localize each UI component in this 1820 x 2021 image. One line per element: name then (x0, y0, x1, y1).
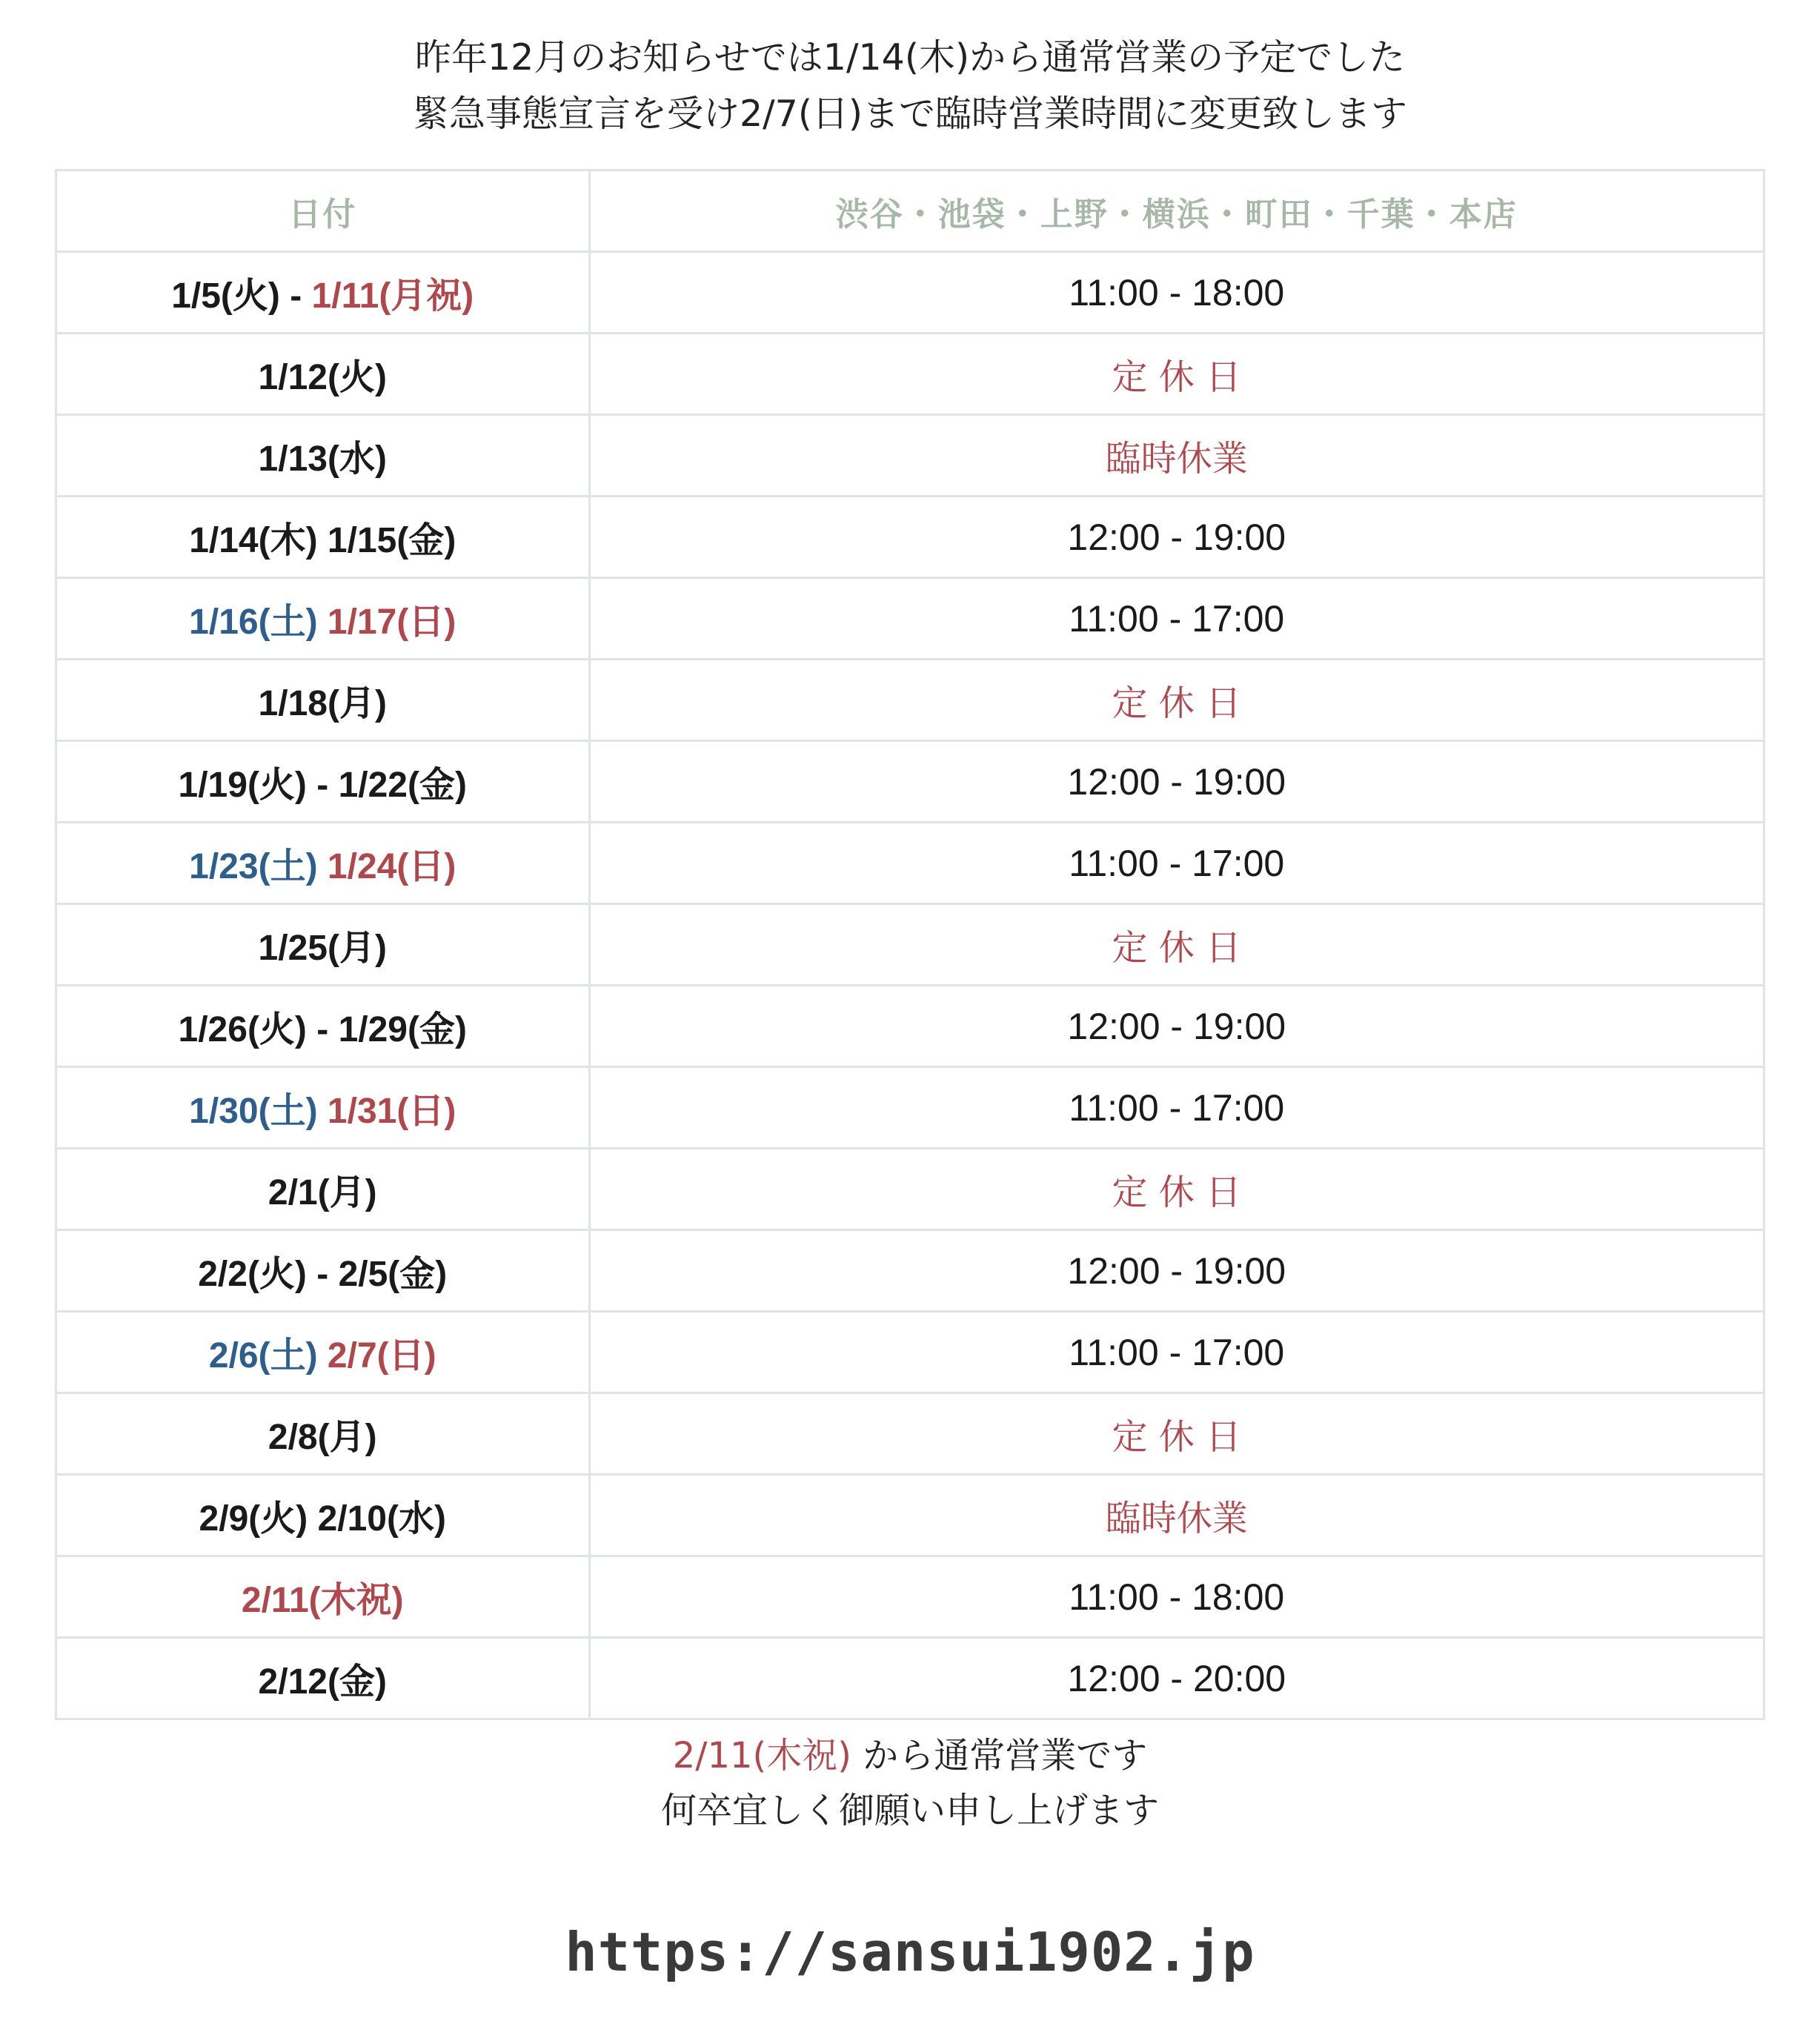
date-cell (57, 1067, 589, 1149)
intro-line-1: 昨年12月のお知らせでは1/14(木)から通常営業の予定でした (414, 36, 1406, 79)
business-hours: 11:00 - 17:00 (589, 578, 1763, 660)
column-header-stores: 渋谷・池袋・上野・横浜・町田・千葉・本店 (589, 171, 1763, 252)
date-text: 1/31(日) (327, 1092, 456, 1131)
date-cell (57, 1556, 589, 1638)
date-text: 2/1(月) (268, 1173, 377, 1212)
intro-line-2: 緊急事態宣言を受け2/7(日)まで臨時営業時間に変更致します (412, 93, 1408, 135)
date-text: 2/12(金) (258, 1662, 387, 1702)
date-cell (57, 1393, 589, 1475)
schedule-table (55, 169, 1765, 1720)
date-cell (57, 986, 589, 1067)
closed-status: 定 休 日 (589, 660, 1763, 741)
date-cell (57, 578, 589, 660)
table-row (57, 1149, 1763, 1230)
date-text: 2/2(火) - 2/5(金) (198, 1255, 448, 1294)
resume-text: から通常営業です (851, 1735, 1148, 1776)
date-cell (57, 415, 589, 497)
date-text: 1/12(火) (258, 358, 387, 397)
column-header-date: 日付 (57, 171, 589, 252)
business-hours: 11:00 - 17:00 (589, 1312, 1763, 1393)
business-hours: 11:00 - 18:00 (589, 1556, 1763, 1638)
business-hours: 11:00 - 18:00 (589, 252, 1763, 333)
business-hours: 12:00 - 19:00 (589, 741, 1763, 823)
table-row (57, 578, 1763, 660)
date-text: 1/18(月) (258, 684, 387, 723)
date-text: 1/30(土) (189, 1092, 328, 1131)
table-row (57, 904, 1763, 986)
table-row (57, 1638, 1763, 1719)
date-text: 1/14(木) 1/15(金) (189, 521, 456, 560)
date-text: 1/11(月祝) (311, 276, 474, 316)
closed-status: 定 休 日 (589, 904, 1763, 986)
date-cell (57, 1475, 589, 1556)
table-header-row (57, 171, 1763, 252)
date-cell (57, 252, 589, 333)
table-row (57, 741, 1763, 823)
table-row (57, 252, 1763, 333)
date-cell (57, 333, 589, 415)
date-text: 1/25(月) (258, 929, 387, 968)
date-cell (57, 660, 589, 741)
date-cell (57, 1312, 589, 1393)
intro-notice (0, 30, 1820, 142)
table-row (57, 1230, 1763, 1312)
table-row (57, 986, 1763, 1067)
business-hours: 12:00 - 20:00 (1067, 1657, 1286, 1699)
date-text: 2/11(木祝) (241, 1581, 404, 1620)
date-text: 1/13(水) (258, 439, 387, 479)
closing-notice (0, 1728, 1820, 1838)
date-text: 2/9(火) 2/10(水) (199, 1499, 446, 1539)
closed-status: 臨時休業 (589, 1475, 1763, 1556)
date-text: 1/17(日) (327, 603, 456, 642)
business-hours: 11:00 - 17:00 (589, 823, 1763, 904)
table-row (57, 1067, 1763, 1149)
date-cell (57, 1638, 589, 1719)
date-text: 1/24(日) (327, 847, 456, 886)
date-cell (57, 741, 589, 823)
table-row (57, 1475, 1763, 1556)
date-cell (57, 823, 589, 904)
date-text: 2/7(日) (327, 1336, 436, 1375)
date-cell (57, 1230, 589, 1312)
business-hours: 12:00 - 19:00 (589, 497, 1763, 578)
date-cell (57, 497, 589, 578)
date-text: 1/5(火) - (171, 276, 312, 316)
table-row (57, 823, 1763, 904)
date-text: 1/16(土) (189, 603, 328, 642)
closing-line-2: 何卒宜しく御願い申し上げます (660, 1790, 1159, 1831)
closing-line-1 (0, 1728, 1820, 1783)
website-url[interactable]: https://sansui1902.jp (565, 1921, 1255, 1983)
closed-status: 定 休 日 (589, 1393, 1763, 1475)
table-row (57, 1393, 1763, 1475)
table-row (57, 497, 1763, 578)
resume-date: 2/11(木祝) (672, 1735, 851, 1776)
date-text: 1/26(火) - 1/29(金) (178, 1010, 467, 1049)
closed-status: 定 休 日 (589, 333, 1763, 415)
business-hours: 12:00 - 19:00 (589, 1230, 1763, 1312)
schedule-body (57, 252, 1763, 1719)
table-row (57, 415, 1763, 497)
date-text: 1/23(土) (189, 847, 328, 886)
date-text: 2/6(土) (208, 1336, 328, 1375)
business-hours: 11:00 - 17:00 (589, 1067, 1763, 1149)
table-row (57, 1556, 1763, 1638)
table-row (57, 1312, 1763, 1393)
closed-status: 臨時休業 (589, 415, 1763, 497)
date-text: 2/8(月) (268, 1418, 377, 1457)
business-hours: 12:00 - 19:00 (589, 986, 1763, 1067)
table-row (57, 660, 1763, 741)
date-text: 1/19(火) - 1/22(金) (178, 766, 467, 805)
date-cell (57, 904, 589, 986)
table-row (57, 333, 1763, 415)
closed-status: 定 休 日 (589, 1149, 1763, 1230)
date-cell (57, 1149, 589, 1230)
